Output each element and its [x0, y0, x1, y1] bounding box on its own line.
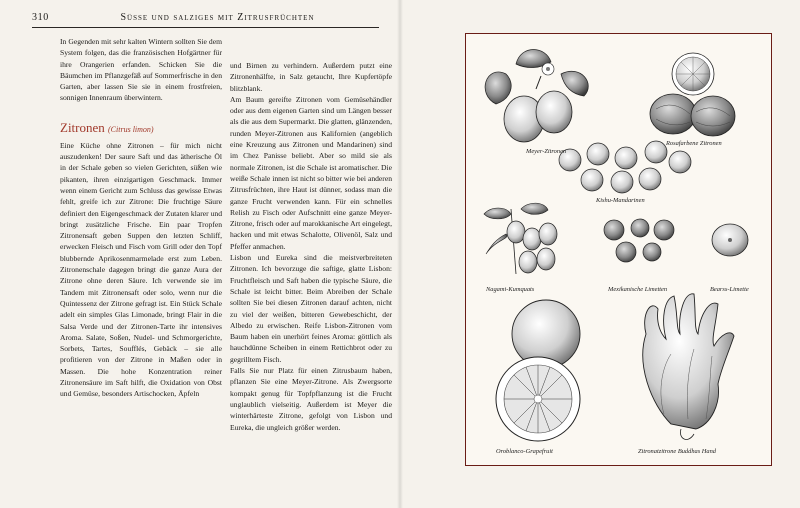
citrus-illustration-plate [465, 33, 772, 466]
copper-paragraph: und Birnen zu verhindern. Außerdem putzt eine Zitronenhälfte, in Salz getaucht, Ihre Kupfertöpfe blitzblank. [230, 61, 392, 93]
running-head [32, 12, 379, 28]
lisbon-paragraph: Lisbon und Eureka sind die meistverbreiteten Zitronen. Ich bevorzuge die saftige, glatte Lisbon: Fruchtfleisch und Saft haben die typische Säure, die Schale ist leicht bitter. Beim Abreiben der Schale sollten Sie bei diesen Zitronen darauf achten, nicht zu viel der weißen, bitteren Gewebeschicht, der Albedo zu erwischen. Reife Lisbon-Zitronen vom Baum haben ein unerhört feines Aroma: göttlich als hauchdünne Scheiben in einem Rettichbrot oder zu gegrilltem Fisch. [230, 253, 392, 364]
caption-meyer: Meyer-Zitronen [526, 148, 567, 155]
kumquats-drawing [484, 203, 557, 274]
header-rule [32, 27, 379, 28]
right-text-column [230, 60, 392, 433]
left-text-column [60, 36, 222, 400]
caption-oroblanco: Oroblanco-Grapefruit [496, 448, 553, 455]
caption-buddha: Zitronatzitrone Buddhas Hand [638, 448, 716, 455]
caption-bears: Bearss-Limette [710, 286, 749, 293]
page-number: 310 [32, 12, 49, 23]
oroblanco-grapefruit-drawing [496, 300, 580, 441]
section-latin-name: (Citrus limon) [108, 124, 154, 134]
tree-paragraph: Falls Sie nur Platz für einen Zitrusbaum haben, pflanzen Sie eine Meyer-Zitrone. Als Zwergsorte kompakt genug für Topfpflanzung ist die Frucht unglaublich vielseitig. Außerdem ist Meyer die winterhärteste Zitrone, gefolgt von Lisbon und Eureka, die ungleich größer werden. [230, 366, 392, 432]
lemons-paragraph: Eine Küche ohne Zitronen – für mich nicht auszudenken! Der saure Saft und das ätherische Öl in der Schale geben so vielen Gerichten, süßen wie pikanten, ihren einzigartigen Geschmack. Immer wenn einem Gericht zum Schluss das gewisse Etwas fehlt, greife ich zur Zitrone: Die fruchtige Säure definiert den Eigengeschmack der Zutaten klarer und bringt zusätzliche Frische. Ein paar Tropfen Zitronensaft geben Suppen den letzten Schliff, erwecken Fleisch und Fisch vom Grill oder den Topf blubbernde Aprikosenmarmelade erst zum Leben. Zitronenschale dagegen bringt die ganze Aura der Zitrone ohne deren Säure. Ich verwende sie im Tandem mit Zitronensaft oder solo, wenn nur die Quintessenz der Zitrone gefragt ist. Ein Stück Schale adelt ein simples Glas Limonade, bringt Flair in die Salsa Verde und der Zitronen-Tarte ihr intensives Aroma. Salate, Soßen, Nudel- und Schmorgerichte, Sorbets, Tartes, Soufflés, Gebäck – sie alle profitieren von der Zitrone in Maßen oder in Massen. Die hohe Konzentration reiner Zitronensäure im Saft hilft, die Oxidation von Obst und Gemüse, besonders Artischocken, Äpfeln [60, 140, 222, 399]
caption-limette: Mexikanische Limetten [608, 286, 668, 293]
running-title: Süsse und salziges mit Zitrusfrüchten [120, 12, 315, 23]
page-gutter [397, 0, 403, 508]
kishu-mandarins-drawing [559, 141, 691, 193]
bearss-lime-drawing [712, 224, 748, 256]
intro-paragraph: In Gegenden mit sehr kalten Wintern sollten Sie dem System folgen, das die französischen Hofgärtner für ihre Orangerien erfanden. Schicken Sie die Bäumchen im Pflanzgefäß auf Sommerfrische in den Garten, aber lassen Sie sie in einem frostfreien, sonnigen Innenraum überwintern. [60, 37, 222, 103]
citrus-drawings [466, 34, 771, 465]
section-title: Zitronen [60, 119, 105, 135]
mexican-limes-drawing [604, 219, 674, 262]
meyer-lemons-drawing [485, 50, 588, 143]
caption-rosa: Rosafarbene Zitronen [666, 140, 722, 147]
section-heading [60, 120, 222, 138]
meyer-paragraph: Am Baum gereifte Zitronen vom Gemüsehändler oder aus dem eigenen Garten sind um Längen besser als die aus dem Supermarkt. Die glatten, glänzenden, runden Meyer-Zitronen aus Kalifornien (angeblich eine Kreuzung aus Zitronen und Mandarinen) sind im Chez Panisse beliebt. Aber so mild sie als normale Zitronen, ist die Schale ist aromatischer. Die weiße Schale innen ist nicht so bitter wie bei anderen Zitrusfrüchten, ihre Haut ist dünner, sodass man die ganze Frucht verwenden kann. Für ein schnelles Relish zu Fisch oder Aufschnitt eine ganze Meyer-Zitrone, frisch oder auf marokkanische Art eingelegt, hacken und mit etwas Schalotte, Olivenöl, Salz und Pfeffer anmachen. [230, 94, 392, 251]
caption-kishu: Kishu-Mandarinen [596, 197, 645, 204]
caption-kumquat: Nagami-Kumquats [486, 286, 535, 293]
pink-lemons-drawing [650, 53, 735, 136]
buddhas-hand-drawing [643, 294, 734, 440]
